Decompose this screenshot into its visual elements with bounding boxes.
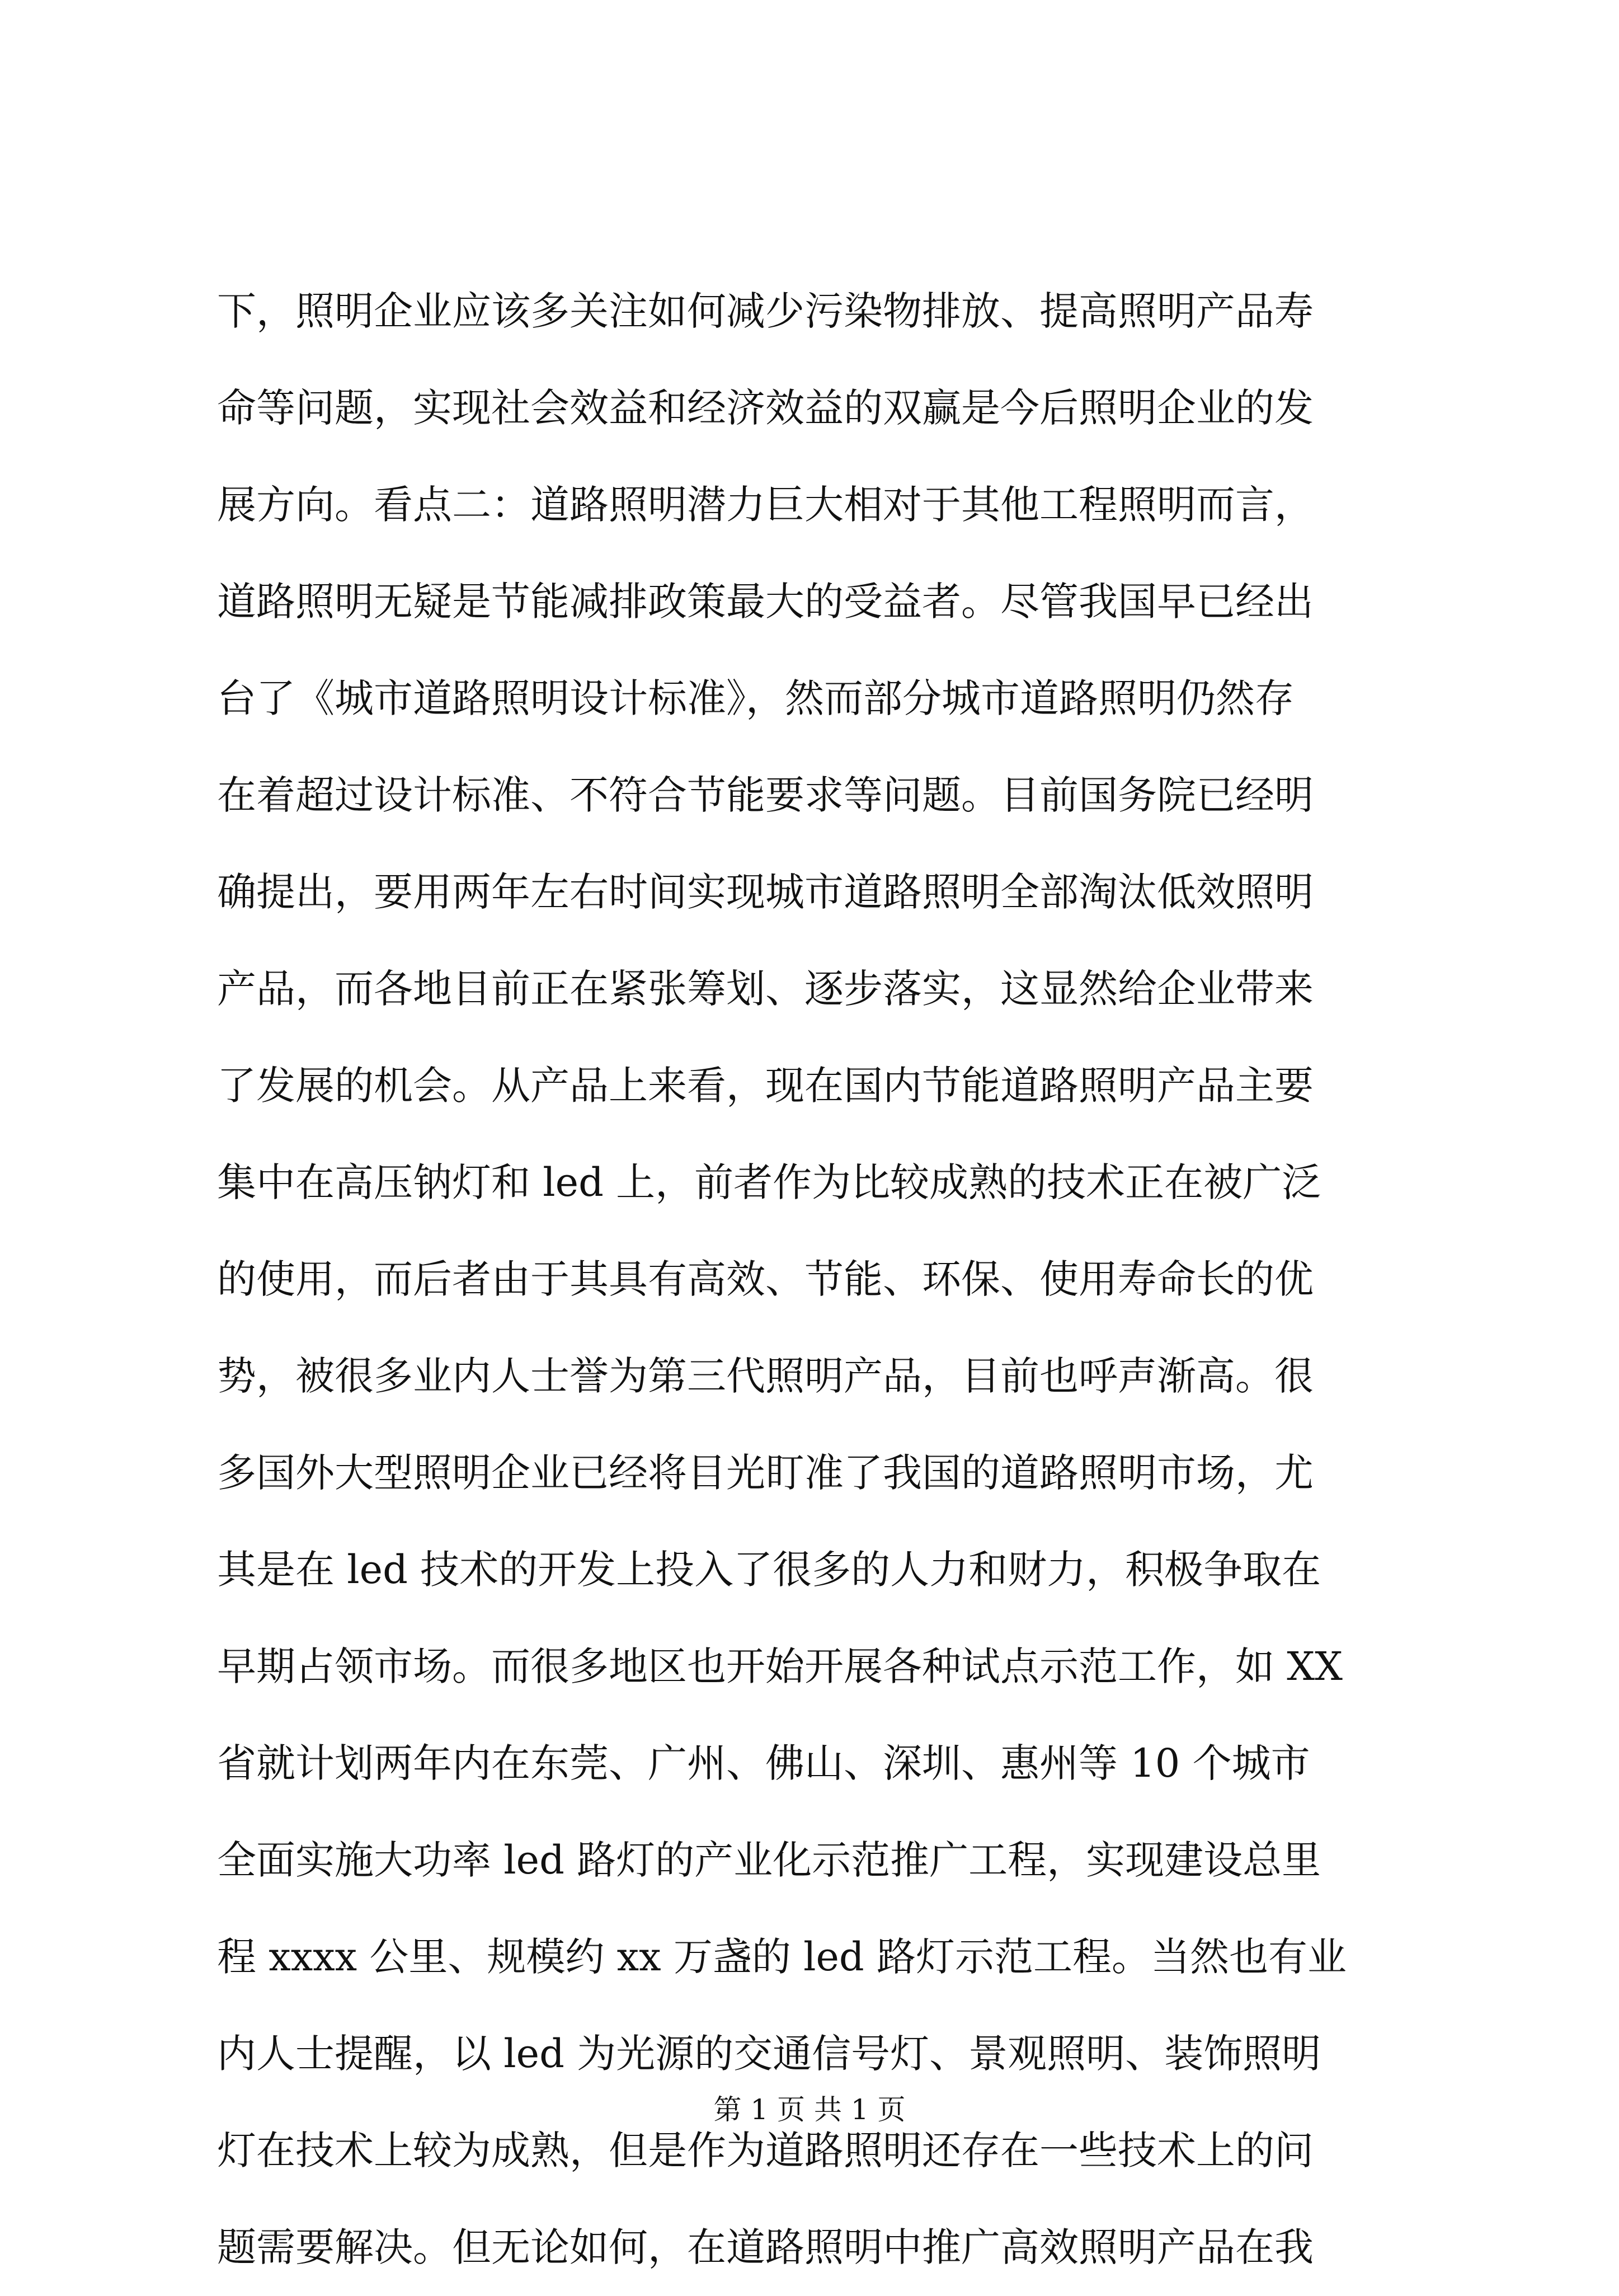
text-line: 的使用，而后者由于其具有高效、节能、环保、使用寿命长的优: [217, 1256, 1314, 1302]
text-line: 多国外大型照明企业已经将目光盯准了我国的道路照明市场，尤: [217, 1450, 1314, 1496]
text-line: 省就计划两年内在东莞、广州、佛山、深圳、惠州等 10 个城市: [217, 1740, 1310, 1786]
text-line: 内人士提醒，以 led 为光源的交通信号灯、景观照明、装饰照明: [217, 2031, 1321, 2077]
text-line: 其是在 led 技术的开发上投入了很多的人力和财力，积极争取在: [217, 1547, 1321, 1593]
text-line: 题需要解决。但无论如何，在道路照明中推广高效照明产品在我: [217, 2224, 1314, 2270]
text-line: 早期占领市场。而很多地区也开始开展各种试点示范工作，如 XX: [217, 1644, 1343, 1689]
text-line: 全面实施大功率 led 路灯的产业化示范推广工程，实现建设总里: [217, 1837, 1321, 1883]
text-line: 集中在高压钠灯和 led 上，前者作为比较成熟的技术正在被广泛: [217, 1159, 1321, 1205]
text-line: 在着超过设计标准、不符合节能要求等问题。目前国务院已经明: [217, 772, 1314, 818]
text-line: 产品，而各地目前正在紧张筹划、逐步落实，这显然给企业带来: [217, 966, 1314, 1012]
body-text: [217, 263, 1414, 2296]
text-line: 命等问题，实现社会效益和经济效益的双赢是今后照明企业的发: [217, 385, 1314, 431]
text-line: 展方向。看点二：道路照明潜力巨大相对于其他工程照明而言，: [217, 482, 1314, 528]
text-line: 程 xxxx 公里、规模约 xx 万盏的 led 路灯示范工程。当然也有业: [217, 1934, 1347, 1980]
text-line: 确提出，要用两年左右时间实现城市道路照明全部淘汰低效照明: [217, 869, 1314, 915]
text-line: 道路照明无疑是节能减排政策最大的受益者。尽管我国早已经出: [217, 579, 1314, 625]
page-footer: 第 1 页 共 1 页: [713, 2093, 906, 2126]
text-line: 台了《城市道路照明设计标准》，然而部分城市道路照明仍然存: [217, 675, 1294, 721]
text-line: 了发展的机会。从产品上来看，现在国内节能道路照明产品主要: [217, 1063, 1314, 1109]
text-line: 灯在技术上较为成熟，但是作为道路照明还存在一些技术上的问: [217, 2128, 1314, 2173]
text-line: 下，照明企业应该多关注如何减少污染物排放、提高照明产品寿: [217, 288, 1314, 334]
text-line: 势，被很多业内人士誉为第三代照明产品，目前也呼声渐高。很: [217, 1353, 1314, 1399]
